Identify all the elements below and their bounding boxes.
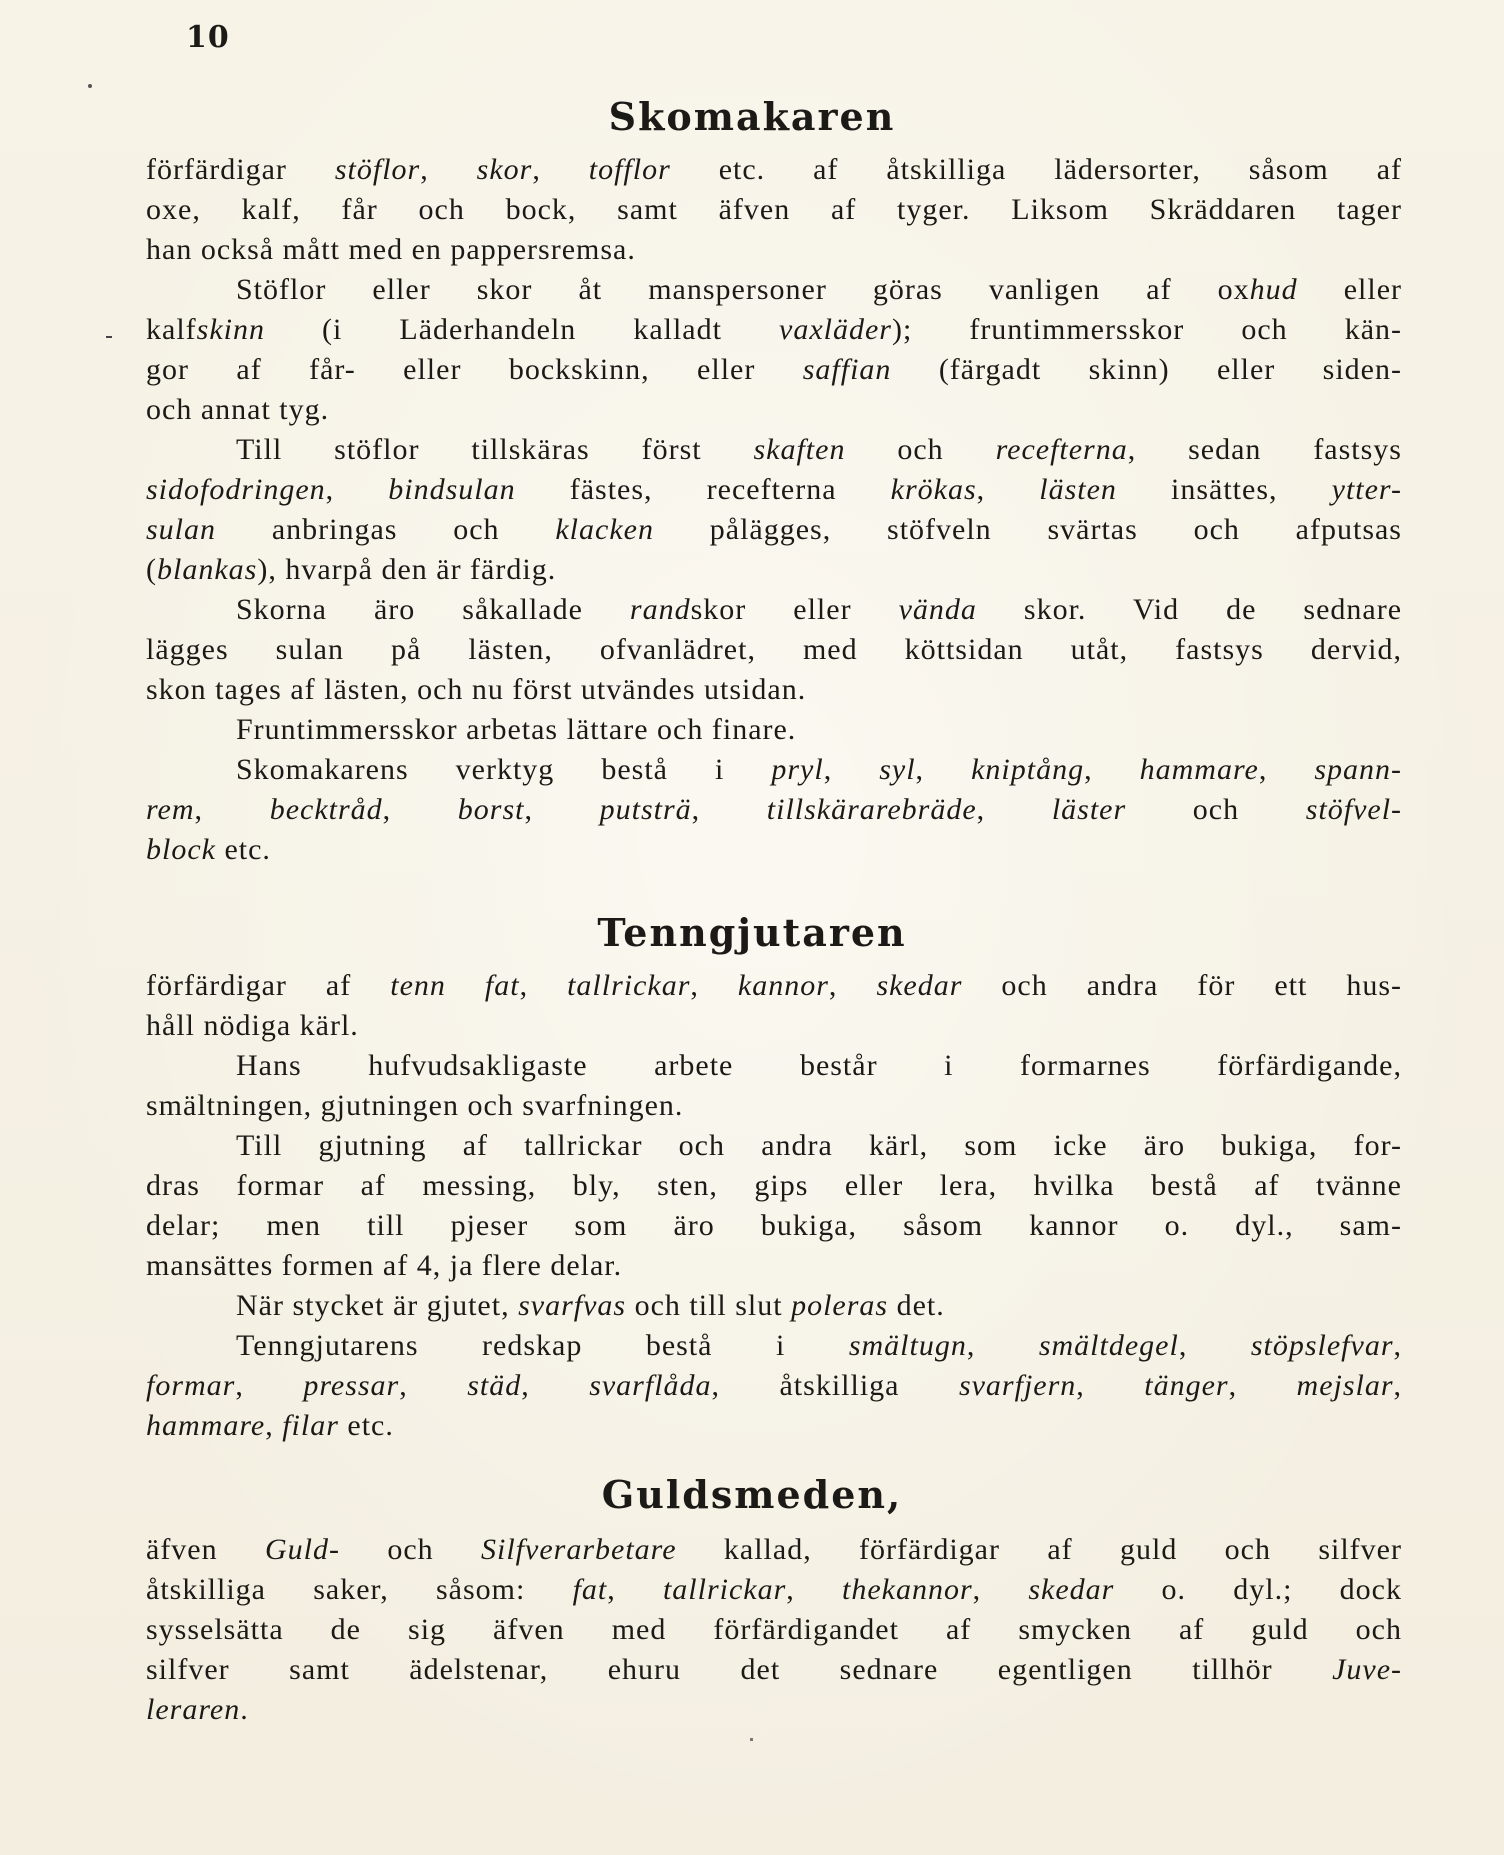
text-line: När stycket är gjutet, svarfvas och till slut poleras det. (236, 1289, 945, 1322)
text-line: Skorna äro såkallade randskor eller vända skor. Vid de sednare (236, 593, 1403, 626)
text-line: delar; men till pjeser som äro bukiga, såsom kannor o. dyl., sam- (146, 1209, 1402, 1242)
text-line: och annat tyg. (146, 393, 330, 426)
text-line: leraren. (146, 1693, 249, 1726)
text-line: Stöflor eller skor åt manspersoner göras vanligen af oxhud eller (236, 273, 1402, 306)
text-line: Fruntimmersskor arbetas lättare och finare. (236, 713, 797, 746)
text-line: skon tages af lästen, och nu först utvändes utsidan. (146, 673, 807, 706)
text-line: hammare, filar etc. (146, 1409, 394, 1442)
print-speck (750, 1738, 753, 1741)
text-line: förfärdigar af tenn fat, tallrickar, kannor, skedar och andra för ett hus- (146, 969, 1403, 1002)
text-line: Tenngjutarens redskap bestå i smältugn, smältdegel, stöpslefvar, (236, 1329, 1403, 1362)
text-line: oxe, kalf, får och bock, samt äfven af tyger. Liksom Skräddaren tager (146, 193, 1402, 226)
text-line: gor af får- eller bockskinn, eller saffian (färgadt skinn) eller siden- (146, 353, 1402, 386)
heading-guldsmeden: Guldsmeden, (601, 1472, 903, 1517)
text-line: åtskilliga saker, såsom: fat, tallrickar, thekannor, skedar o. dyl.; dock (146, 1573, 1402, 1606)
text-line: håll nödiga kärl. (146, 1009, 359, 1042)
margin-dash (106, 336, 112, 338)
text-line: äfven Guld- och Silfverarbetare kallad, förfärdigar af guld och silfver (146, 1533, 1402, 1566)
text-line: Hans hufvudsakligaste arbete består i formarnes förfärdigande, (236, 1049, 1402, 1082)
page-number: 10 (186, 20, 230, 55)
text-line: sysselsätta de sig äfven med förfärdigandet af smycken af guld och (146, 1613, 1402, 1646)
text-line: lägges sulan på lästen, ofvanlädret, med köttsidan utåt, fastsys dervid, (146, 633, 1402, 666)
section-tenngjutaren (146, 966, 1402, 1446)
text-line: sidofodringen, bindsulan fästes, recefterna krökas, lästen insättes, ytter- (146, 473, 1402, 506)
heading-tenngjutaren: Tenngjutaren (597, 910, 907, 955)
text-line: formar, pressar, städ, svarflåda, åtskilliga svarfjern, tänger, mejslar, (146, 1369, 1403, 1402)
text-line: kalfskinn (i Läderhandeln kalladt vaxläder); fruntimmersskor och kän- (146, 313, 1402, 346)
text-line: sulan anbringas och klacken pålägges, stöfveln svärtas och afputsas (146, 513, 1402, 546)
text-line: rem, becktråd, borst, putsträ, tillskärarebräde, läster och stöfvel- (146, 793, 1403, 826)
section-skomakaren (146, 150, 1402, 870)
text-line: mansättes formen af 4, ja flere delar. (146, 1249, 623, 1282)
text-line: dras formar af messing, bly, sten, gips eller lera, hvilka bestå af tvänne (146, 1169, 1402, 1202)
section-guldsmeden (146, 1530, 1402, 1730)
text-line: Till stöflor tillskäras först skaften och recefterna, sedan fastsys (236, 433, 1402, 466)
text-line: (blankas), hvarpå den är färdig. (146, 553, 557, 586)
text-line: block etc. (146, 833, 271, 866)
text-line: han också mått med en pappersremsa. (146, 233, 636, 266)
text-line: Skomakarens verktyg bestå i pryl, syl, kniptång, hammare, spann- (236, 753, 1403, 786)
text-line: Till gjutning af tallrickar och andra kärl, som icke äro bukiga, for- (236, 1129, 1402, 1162)
margin-dot (88, 84, 92, 88)
text-line: smältningen, gjutningen och svarfningen. (146, 1089, 684, 1122)
text-line: förfärdigar stöflor, skor, tofflor etc. af åtskilliga lädersorter, såsom af (146, 153, 1403, 186)
text-line: silfver samt ädelstenar, ehuru det sednare egentligen tillhör Juve- (146, 1653, 1402, 1686)
heading-skomakaren: Skomakaren (608, 94, 896, 139)
